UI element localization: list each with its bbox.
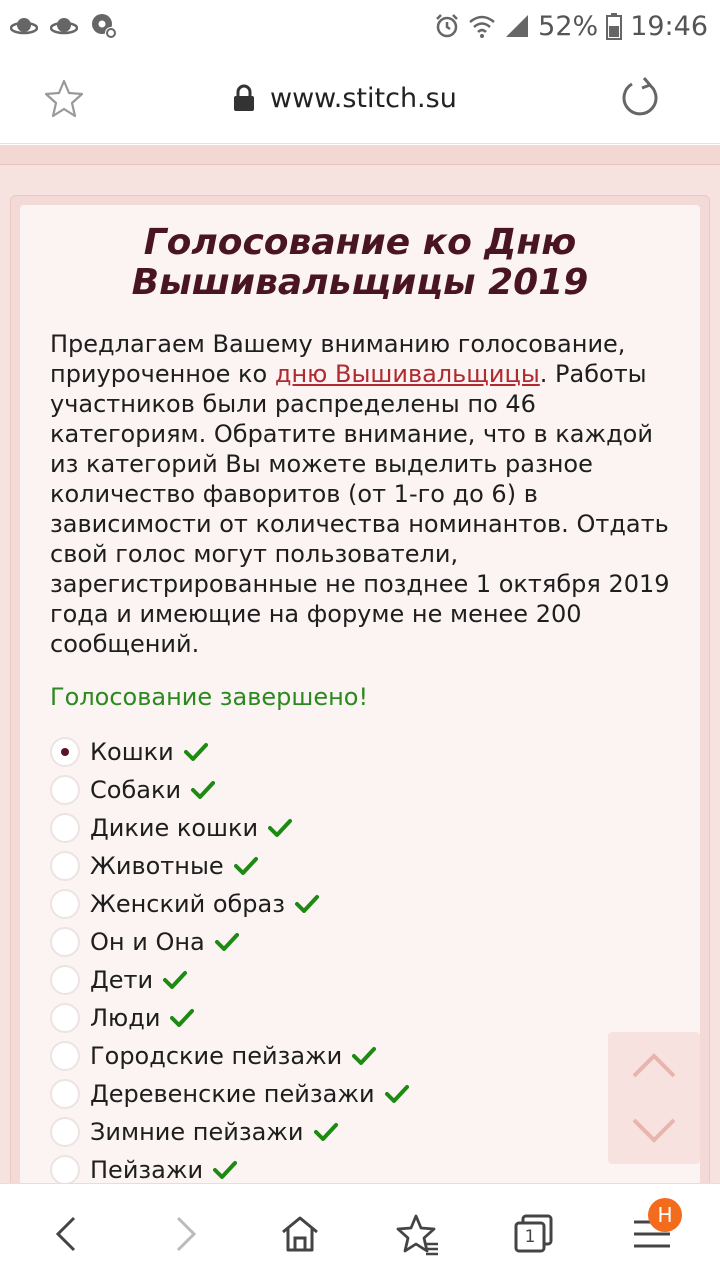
- category-label: Люди: [90, 1004, 161, 1032]
- radio-button[interactable]: [50, 965, 80, 995]
- radio-button[interactable]: [50, 1117, 80, 1147]
- radio-button[interactable]: [50, 851, 80, 881]
- status-bar: [0, 0, 720, 52]
- poll-card: [20, 205, 700, 1183]
- checkmark-icon: [268, 818, 292, 838]
- radio-button[interactable]: [50, 1079, 80, 1109]
- url-text: www.stitch.su: [270, 82, 457, 114]
- category-label: Зимние пейзажи: [90, 1118, 304, 1146]
- checkmark-icon: [234, 856, 258, 876]
- checkmark-icon: [385, 1084, 409, 1104]
- alarm-icon: [434, 13, 460, 39]
- radio-button[interactable]: [50, 889, 80, 919]
- intro-text-end: . Работы участников были распределены по 46 категориям. Обратите внимание, что в каждой из категорий Вы можете выделить разное количество фаворитов (от 1-го до 6) в зависимости от количества номинантов. Отдать свой голос могут пользователи, зарегистрированные не позднее 1 октября 2019 года и имеющие на форуме не менее 200 сообщений.: [50, 360, 670, 658]
- category-label: Кошки: [90, 738, 174, 766]
- radio-button[interactable]: [50, 1003, 80, 1033]
- checkmark-icon: [184, 742, 208, 762]
- category-item[interactable]: [50, 809, 650, 847]
- forward-arrow-icon[interactable]: [162, 1212, 206, 1256]
- checkmark-icon: [170, 1008, 194, 1028]
- scroll-controls: [608, 1032, 700, 1164]
- category-label: Он и Она: [90, 928, 205, 956]
- category-item[interactable]: [50, 885, 650, 923]
- category-label: Дикие кошки: [90, 814, 259, 842]
- notification-badge[interactable]: Н: [648, 1198, 682, 1232]
- settings-gear-icon: [90, 12, 118, 40]
- lock-icon: [232, 84, 256, 112]
- category-item[interactable]: [50, 771, 650, 809]
- page-title: Голосование ко Дню Вышивальщицы 2019: [131, 222, 589, 303]
- tabs-count: 1: [524, 1227, 536, 1247]
- checkmark-icon: [213, 1160, 237, 1180]
- clock: 19:46: [630, 10, 708, 42]
- tabs-button[interactable]: [512, 1212, 556, 1256]
- checkmark-icon: [352, 1046, 376, 1066]
- notification-icons: [10, 12, 118, 40]
- system-status: [434, 8, 708, 44]
- web-page: [0, 145, 720, 1183]
- checkmark-icon: [191, 780, 215, 800]
- category-label: Женский образ: [90, 890, 286, 918]
- category-item[interactable]: [50, 1075, 650, 1113]
- radio-button[interactable]: [50, 737, 80, 767]
- battery-icon: [606, 12, 622, 40]
- embroiderer-day-link[interactable]: дню Вышивальщицы: [274, 360, 540, 388]
- checkmark-icon: [163, 970, 187, 990]
- category-item[interactable]: [50, 1151, 650, 1183]
- intro-text-start: Предлагаем Вашему вниманию голосование, приуроченное ко: [50, 330, 626, 388]
- radio-button[interactable]: [50, 1041, 80, 1071]
- radio-button[interactable]: [50, 775, 80, 805]
- wifi-icon: [468, 13, 496, 39]
- category-item[interactable]: [50, 1113, 650, 1151]
- category-list: [50, 733, 650, 1183]
- category-label: Животные: [90, 852, 224, 880]
- radio-button[interactable]: [50, 927, 80, 957]
- header-strip: [0, 145, 720, 165]
- category-item[interactable]: [50, 961, 650, 999]
- bookmarks-star-icon[interactable]: [396, 1212, 440, 1256]
- intro-text: [50, 329, 680, 659]
- checkmark-icon: [314, 1122, 338, 1142]
- category-item[interactable]: [50, 1037, 650, 1075]
- checkmark-icon: [295, 894, 319, 914]
- reload-icon[interactable]: [618, 76, 662, 120]
- back-arrow-icon[interactable]: [46, 1212, 90, 1256]
- category-item[interactable]: [50, 847, 650, 885]
- category-label: Дети: [90, 966, 154, 994]
- category-label: Собаки: [90, 776, 182, 804]
- browser-address-bar: [0, 52, 720, 144]
- signal-icon: [504, 13, 530, 39]
- category-item[interactable]: [50, 999, 650, 1037]
- battery-percent: 52%: [538, 10, 599, 42]
- checkmark-icon: [215, 932, 239, 952]
- home-icon[interactable]: [278, 1212, 322, 1256]
- browser-bottom-bar: [0, 1183, 720, 1280]
- category-item[interactable]: [50, 733, 650, 771]
- poll-status: Голосование завершено!: [50, 683, 369, 711]
- url-field[interactable]: [232, 78, 457, 118]
- radio-button[interactable]: [50, 1155, 80, 1183]
- radio-button[interactable]: [50, 813, 80, 843]
- category-label: Деревенские пейзажи: [90, 1080, 375, 1108]
- star-icon[interactable]: [44, 78, 84, 118]
- category-label: Пейзажи: [90, 1156, 204, 1183]
- category-item[interactable]: [50, 923, 650, 961]
- category-label: Городские пейзажи: [90, 1042, 343, 1070]
- saturn-app-icon: [50, 12, 78, 40]
- saturn-app-icon: [10, 12, 38, 40]
- scroll-up-icon[interactable]: [630, 1050, 678, 1080]
- scroll-down-icon[interactable]: [630, 1116, 678, 1146]
